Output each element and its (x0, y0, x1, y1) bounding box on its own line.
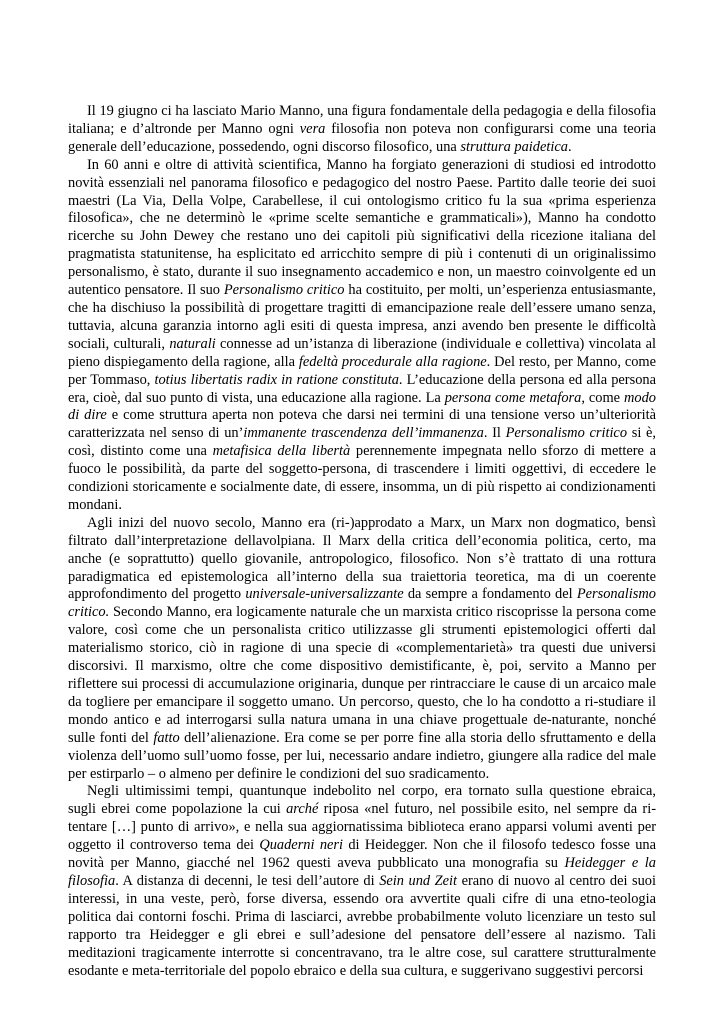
italic-text: Personalismo critico (505, 425, 628, 442)
text-run: . (567, 138, 572, 155)
italic-text: Personalismo critico (223, 282, 345, 299)
italic-text: modo di dire (68, 389, 656, 424)
text-run: . Il (483, 425, 506, 442)
italic-text: Quaderni neri (259, 837, 344, 854)
text-run: da sempre a fondamento del (403, 586, 577, 603)
italic-text: persona come metafora (444, 389, 582, 406)
text-run: riposa «nel futuro, nel possibile esito, nel sempre da ri-tentare […] punto di arrivo», e nella sua aggiornatissima biblioteca erano apparsi volumi aventi per oggetto il controverso tema dei (68, 801, 657, 854)
text-run: di Heidegger. Non che il filosofo tedesco fosse una novità per Manno, giacché nel 1962 questi aveva pubblicato una monografia su (68, 837, 656, 872)
text-run: In 60 anni e oltre di attività scientifica, Manno ha forgiato generazioni di studiosi ed introdotto novità essenziali nel panorama filosofico e pedagogico del nostro Paese. Partito dalle teorie dei suoi maestri (La Via, Della Volpe, Carabellese, il cui ontologismo critico fu la sua «prima esperienza filosofica», che ne determinò le «prime scelte semantiche e grammaticali»), Manno ha condotto ricerche su John Dewey che restano uno dei capitoli più significativi della ricezione italiana del pragmatista statunitense, ha esplicitato ed arricchito sempre di più i contenuti di un originalissimo personalismo, è stato, durante il suo insegnamento accademico e non, un maestro coinvolgente ed un autentico pensatore. Il suo (68, 156, 656, 299)
text-run: . L’educazione della persona ed alla persona era, cioè, dal suo punto di vista, una educazione alla ragione. La (68, 371, 656, 406)
text-run: . Del resto, per Manno, come per Tommaso, (68, 353, 656, 388)
paragraph (68, 103, 656, 157)
italic-text: fedeltà procedurale alla ragione (298, 353, 487, 370)
text-run: dell’alienazione. Era come se per porre fine alla storia dello sfruttamento e della violenza dell’uomo sull’uomo fosse, per lui, necessario andare indietro, giungere alla radice del male per estirparlo – o almeno per definire le condizioni del suo sradicamento. (68, 729, 657, 782)
italic-text: Sein und Zeit (379, 872, 458, 889)
italic-text: immanente trascendenza dell’immanenza (243, 425, 484, 442)
italic-text: arché (286, 801, 319, 818)
text-run: Il 19 giugno ci ha lasciato Mario Manno, una figura fondamentale della pedagogia e della filosofia italiana; e d’altronde per Manno ogni (68, 103, 656, 137)
text-run: ha costituito, per molti, un’esperienza entusiasmante, che ha dischiuso la possibilità di progettare tragitti di emancipazione reale dell’essere umano senza, tuttavia, alcuna garanzia intorno agli esiti di questa impresa, anzi avendo ben presente le difficoltà sociali, culturali, (68, 282, 656, 352)
italic-text: naturali (169, 335, 216, 352)
paragraph (68, 515, 656, 784)
document-body (68, 103, 656, 980)
paragraph (68, 157, 656, 515)
italic-text: Personalismo critico. (68, 586, 656, 621)
text-run: Secondo Manno, era logicamente naturale che un marxista critico riscoprisse la persona come valore, così come che un personalista critico utilizzasse gli strumenti epistemologici offerti dal materialismo storico, ciò in ragione di una specie di «complementarietà» tra questi due universi discorsivi. Il marxismo, oltre che come dispositivo demistificante, è, poi, servito a Manno per riflettere sui processi di accumulazione originaria, dunque per rintracciare le cause di un arcaico male da togliere per emancipare il soggetto umano. Un percorso, questo, che lo ha condotto a ri-studiare il mondo antico e ad interrogarsi sulla natura umana in una chiave progettuale de-naturante, nonché sulle fonti del (68, 604, 656, 746)
text-run: erano di nuovo al centro dei suoi interessi, in una veste, però, forse diversa, essendo ora avvertite quali cifre di una etno-teologia politica dai contorni foschi. Prima di lasciarci, avrebbe probabilmente voluto licenziare un testo sul rapporto tra Heidegger e gli ebrei e sull’adesione del pensatore dell’essere al nazismo. Tali meditazioni tragicamente interrotte si concentravano, tra le altre cose, sul carattere strutturalmente esodante e meta-territoriale del popolo ebraico e della sua cultura, e suggerivano suggestivi percorsi (68, 872, 656, 979)
paragraph (68, 783, 656, 980)
text-run: Agli inizi del nuovo secolo, Manno era (ri-)approdato a Marx, un Marx non dogmatico, bensì filtrato dall’interpretazione dellavolpiana. Il Marx della critica dell’economia politica, certo, ma anche (e soprattutto) quello giovanile, antropologico, filosofico. Non s’è trattato di una rottura paradigmatica ed epistemologica all’interno della sua traiettoria teoretica, ma di un coerente approfondimento del progetto (68, 514, 656, 603)
text-run: connesse ad un’istanza di liberazione (individuale e collettiva) vincolata al pieno dispiegamento della ragione, alla (68, 335, 657, 370)
italic-text: fatto (153, 729, 180, 746)
italic-text: metafisica della libertà (212, 443, 351, 460)
text-run: . A distanza di decenni, le tesi dell’autore di (115, 872, 380, 889)
text-run: filosofia non poteva non configurarsi come una teoria generale dell’educazione, possedendo, ogni discorso filosofico, una (68, 120, 657, 155)
italic-text: vera (299, 120, 326, 137)
italic-text: struttura paidetica (460, 138, 568, 155)
italic-text: Heidegger e la filosofia (68, 855, 657, 889)
italic-text: universale-universalizzante (245, 586, 404, 603)
text-run: Negli ultimissimi tempi, quantunque indebolito nel corpo, era tornato sulla questione ebraica, sugli ebrei come popolazione la cui (68, 783, 656, 818)
italic-text: totius libertatis radix in ratione constituta (154, 371, 399, 388)
text-run: perennemente impegnata nello sforzo di mettere a fuoco le possibilità, da parte del soggetto-persona, di trascendere i limiti oggettivi, di eccedere le condizioni storicamente e socialmente date, di essere, insomma, un di più rispetto ai condizionamenti mondani. (68, 443, 656, 513)
text-run: , come (581, 389, 625, 406)
text-run: e come struttura aperta non poteva che darsi nei termini di una tensione verso un’ulteriorità caratterizzata nel senso di un’ (68, 407, 656, 442)
text-run: si è, così, distinto come una (68, 425, 657, 460)
